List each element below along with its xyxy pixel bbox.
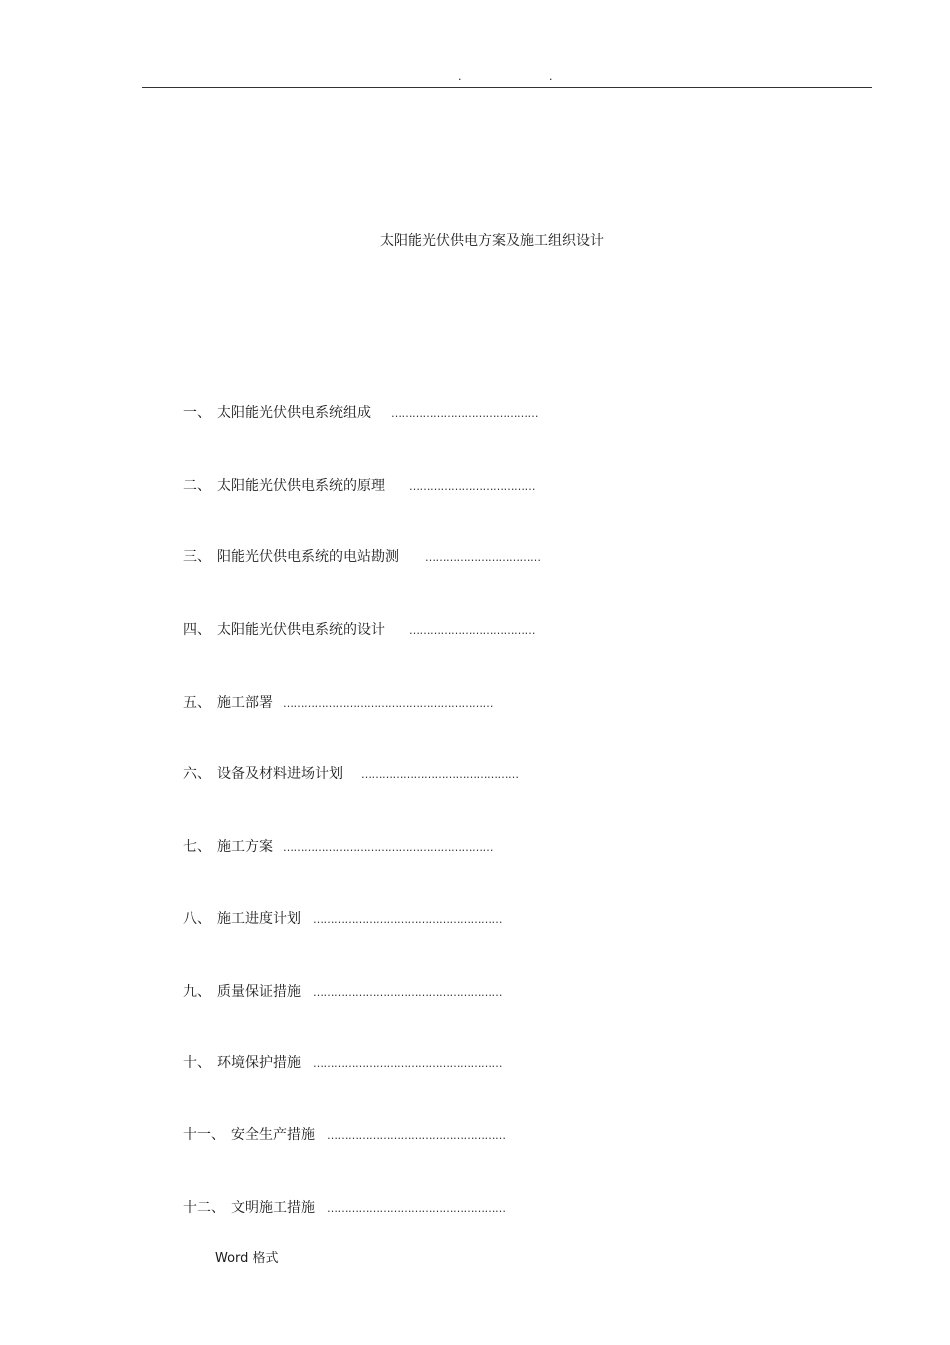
toc-leader: …………………………………………… (327, 1202, 506, 1215)
toc-number: 十 (183, 1055, 197, 1071)
toc-number: 十一 (183, 1127, 211, 1143)
footer-word-format: Word 格式 (215, 1251, 279, 1266)
toc-leader: ……………………………… (409, 480, 535, 493)
toc-label: 施工进度计划 (217, 911, 301, 927)
toc-entry-4[interactable] (183, 620, 535, 641)
toc-leader: ……………………………… (409, 624, 535, 637)
toc-separator: 、 (197, 405, 211, 421)
toc-number: 一 (183, 405, 197, 421)
toc-entry-10[interactable] (183, 1053, 502, 1074)
toc-separator: 、 (197, 766, 211, 782)
toc-number: 五 (183, 695, 197, 711)
toc-leader: …………………………………………………… (283, 697, 493, 710)
toc-label: 安全生产措施 (231, 1127, 315, 1143)
toc-leader: …………………………… (425, 551, 541, 564)
toc-label: 文明施工措施 (231, 1200, 315, 1216)
toc-label: 太阳能光伏供电系统的原理 (217, 478, 385, 494)
toc-leader: ……………………………………………… (313, 913, 502, 926)
toc-label: 太阳能光伏供电系统组成 (217, 405, 371, 421)
header-dot-left: . (458, 70, 462, 83)
document-title: 太阳能光伏供电方案及施工组织设计 (380, 233, 604, 249)
toc-label: 阳能光伏供电系统的电站勘测 (217, 549, 399, 565)
toc-entry-11[interactable] (183, 1125, 506, 1146)
toc-label: 环境保护措施 (217, 1055, 301, 1071)
toc-number: 七 (183, 839, 197, 855)
toc-entry-12[interactable] (183, 1198, 506, 1219)
toc-separator: 、 (211, 1200, 225, 1216)
toc-entry-9[interactable] (183, 982, 502, 1003)
toc-label: 质量保证措施 (217, 984, 301, 1000)
toc-entry-1[interactable] (183, 403, 538, 424)
toc-separator: 、 (197, 549, 211, 565)
toc-separator: 、 (197, 1055, 211, 1071)
toc-label: 设备及材料进场计划 (217, 766, 343, 782)
toc-separator: 、 (197, 695, 211, 711)
toc-label: 太阳能光伏供电系统的设计 (217, 622, 385, 638)
toc-number: 四 (183, 622, 197, 638)
toc-number: 三 (183, 549, 197, 565)
toc-entry-6[interactable] (183, 764, 519, 785)
toc-entry-3[interactable] (183, 547, 541, 568)
toc-label: 施工部署 (217, 695, 273, 711)
toc-leader: …………………………………… (391, 407, 538, 420)
toc-separator: 、 (211, 1127, 225, 1143)
toc-entry-5[interactable] (183, 693, 493, 714)
toc-number: 二 (183, 478, 197, 494)
toc-separator: 、 (197, 622, 211, 638)
toc-separator: 、 (197, 478, 211, 494)
toc-leader: …………………………………………… (327, 1129, 506, 1142)
toc-entry-7[interactable] (183, 837, 493, 858)
toc-number: 八 (183, 911, 197, 927)
toc-label: 施工方案 (217, 839, 273, 855)
toc-entry-8[interactable] (183, 909, 502, 930)
header-dot-right: . (549, 70, 553, 83)
toc-leader: ……………………………………… (361, 768, 519, 781)
toc-leader: …………………………………………………… (283, 841, 493, 854)
toc-leader: ……………………………………………… (313, 986, 502, 999)
toc-number: 六 (183, 766, 197, 782)
toc-separator: 、 (197, 839, 211, 855)
toc-number: 九 (183, 984, 197, 1000)
toc-separator: 、 (197, 911, 211, 927)
toc-entry-2[interactable] (183, 476, 535, 497)
toc-number: 十二 (183, 1200, 211, 1216)
toc-separator: 、 (197, 984, 211, 1000)
toc-leader: ……………………………………………… (313, 1057, 502, 1070)
